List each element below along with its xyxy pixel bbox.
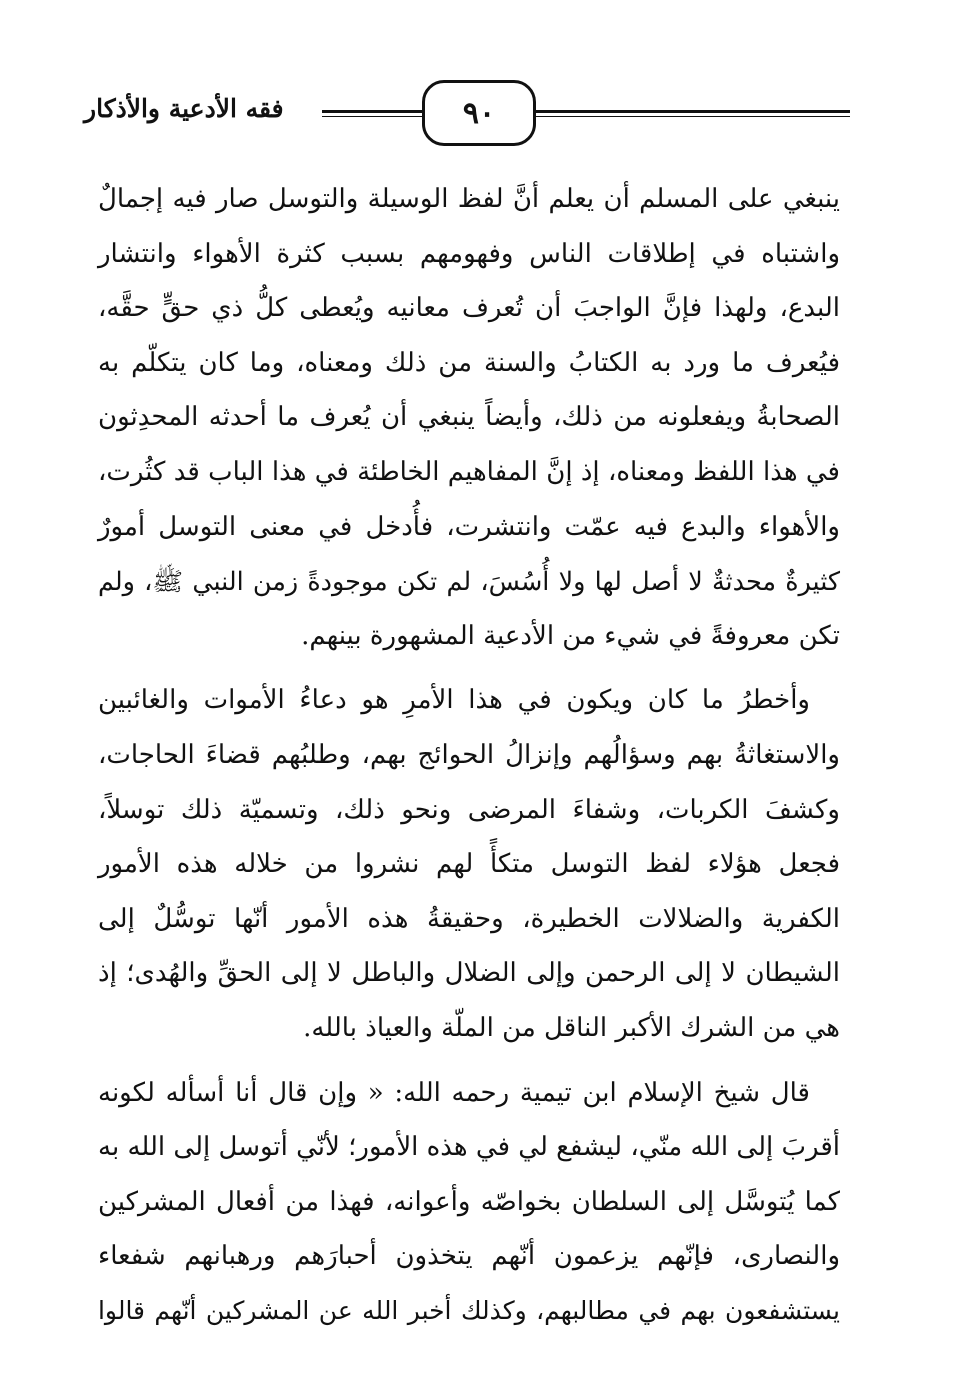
page-body <box>98 172 840 1338</box>
text-line: كما يُتوسَّل إلى السلطان بخواصّه وأعوانه، فهذا من أفعال المشركين <box>98 1186 840 1217</box>
text-line: البدع، ولهذا فإنَّ الواجبَ أن تُعرف معانيه ويُعطى كلُّ ذي حقٍّ حقَّه، <box>98 293 840 324</box>
text-line: في هذا اللفظ ومعناه، إذ إنَّ المفاهيم الخاطئة في هذا الباب قد كثُرت، <box>98 456 840 487</box>
text-line: والاستغاثةُ بهم وسؤالُهم وإنزالُ الحوائج بهم، وطلبُهم قضاءَ الحاجات، <box>98 739 840 770</box>
header-rule-left <box>322 110 422 117</box>
text-line: قال شيخ الإسلام ابن تيمية رحمه الله: « وإن قال أنا أسأله لكونه <box>98 1077 810 1108</box>
page-number: ٩٠ <box>422 80 536 146</box>
text-line: واشتباه في إطلاقات الناس وفهومهم بسبب كثرة الأهواء وانتشار <box>98 238 840 269</box>
text-line: وأخطرُ ما كان ويكون في هذا الأمرِ هو دعاءُ الأموات والغائبين <box>98 685 810 716</box>
book-title: فقه الأدعية والأذكار <box>84 94 284 123</box>
text-line: فجعل هؤلاء لفظ التوسل متكأً لهم نشروا من خلاله هذه الأمور <box>98 849 840 880</box>
text-line: الشيطان لا إلى الرحمن وإلى الضلال والباطل لا إلى الحقِّ والهُدى؛ إذ <box>98 958 840 989</box>
text-line: فيُعرف ما ورد به الكتابُ والسنة من ذلك ومعناه، وما كان يتكلّم به <box>98 347 840 378</box>
text-line: تكن معروفةً في شيء من الأدعية المشهورة بينهم. <box>301 620 840 651</box>
page-header <box>84 78 850 158</box>
text-line: والأهواء والبدع فيه عمّت وانتشرت، فأُدخل في معنى التوسل أمورٌ <box>98 511 840 542</box>
paragraph-3 <box>98 1066 840 1339</box>
text-line: هي من الشرك الأكبر الناقل من الملّة والعياذ بالله. <box>303 1012 840 1043</box>
text-line: ينبغي على المسلم أن يعلم أنَّ لفظ الوسيلة والتوسل صار فيه إجمالٌ <box>98 184 840 214</box>
text-line: والنصارى، فإنّهم يزعمون أنّهم يتخذون أحبارَهم ورهبانهم شفعاء <box>98 1241 840 1272</box>
text-line: الصحابةُ ويفعلونه من ذلك، وأيضاً ينبغي أن يُعرف ما أحدثه المحدِثون <box>98 402 840 433</box>
paragraph-1 <box>98 172 840 663</box>
header-rule-right <box>530 110 850 117</box>
paragraph-2 <box>98 673 840 1055</box>
text-line: يستشفعون بهم في مطالبهم، وكذلك أخبر الله عن المشركين أنّهم قالوا <box>98 1295 840 1325</box>
text-line: كثيرةٌ محدثةٌ لا أصل لها ولا أُسُسَ، لم تكن موجودةً زمن النبي ﷺ، ولم <box>98 566 840 597</box>
text-line: الكفرية والضلالات الخطيرة، وحقيقةُ هذه الأمور أنّها توسُّلٌ إلى <box>98 903 840 934</box>
text-line: وكشفَ الكربات، وشفاءَ المرضى ونحو ذلك، وتسميّة ذلك توسلاً، <box>98 794 840 825</box>
text-line: أقربَ إلى الله منّي، ليشفع لي في هذه الأمور؛ لأنّي أتوسل إلى الله به <box>98 1132 840 1163</box>
